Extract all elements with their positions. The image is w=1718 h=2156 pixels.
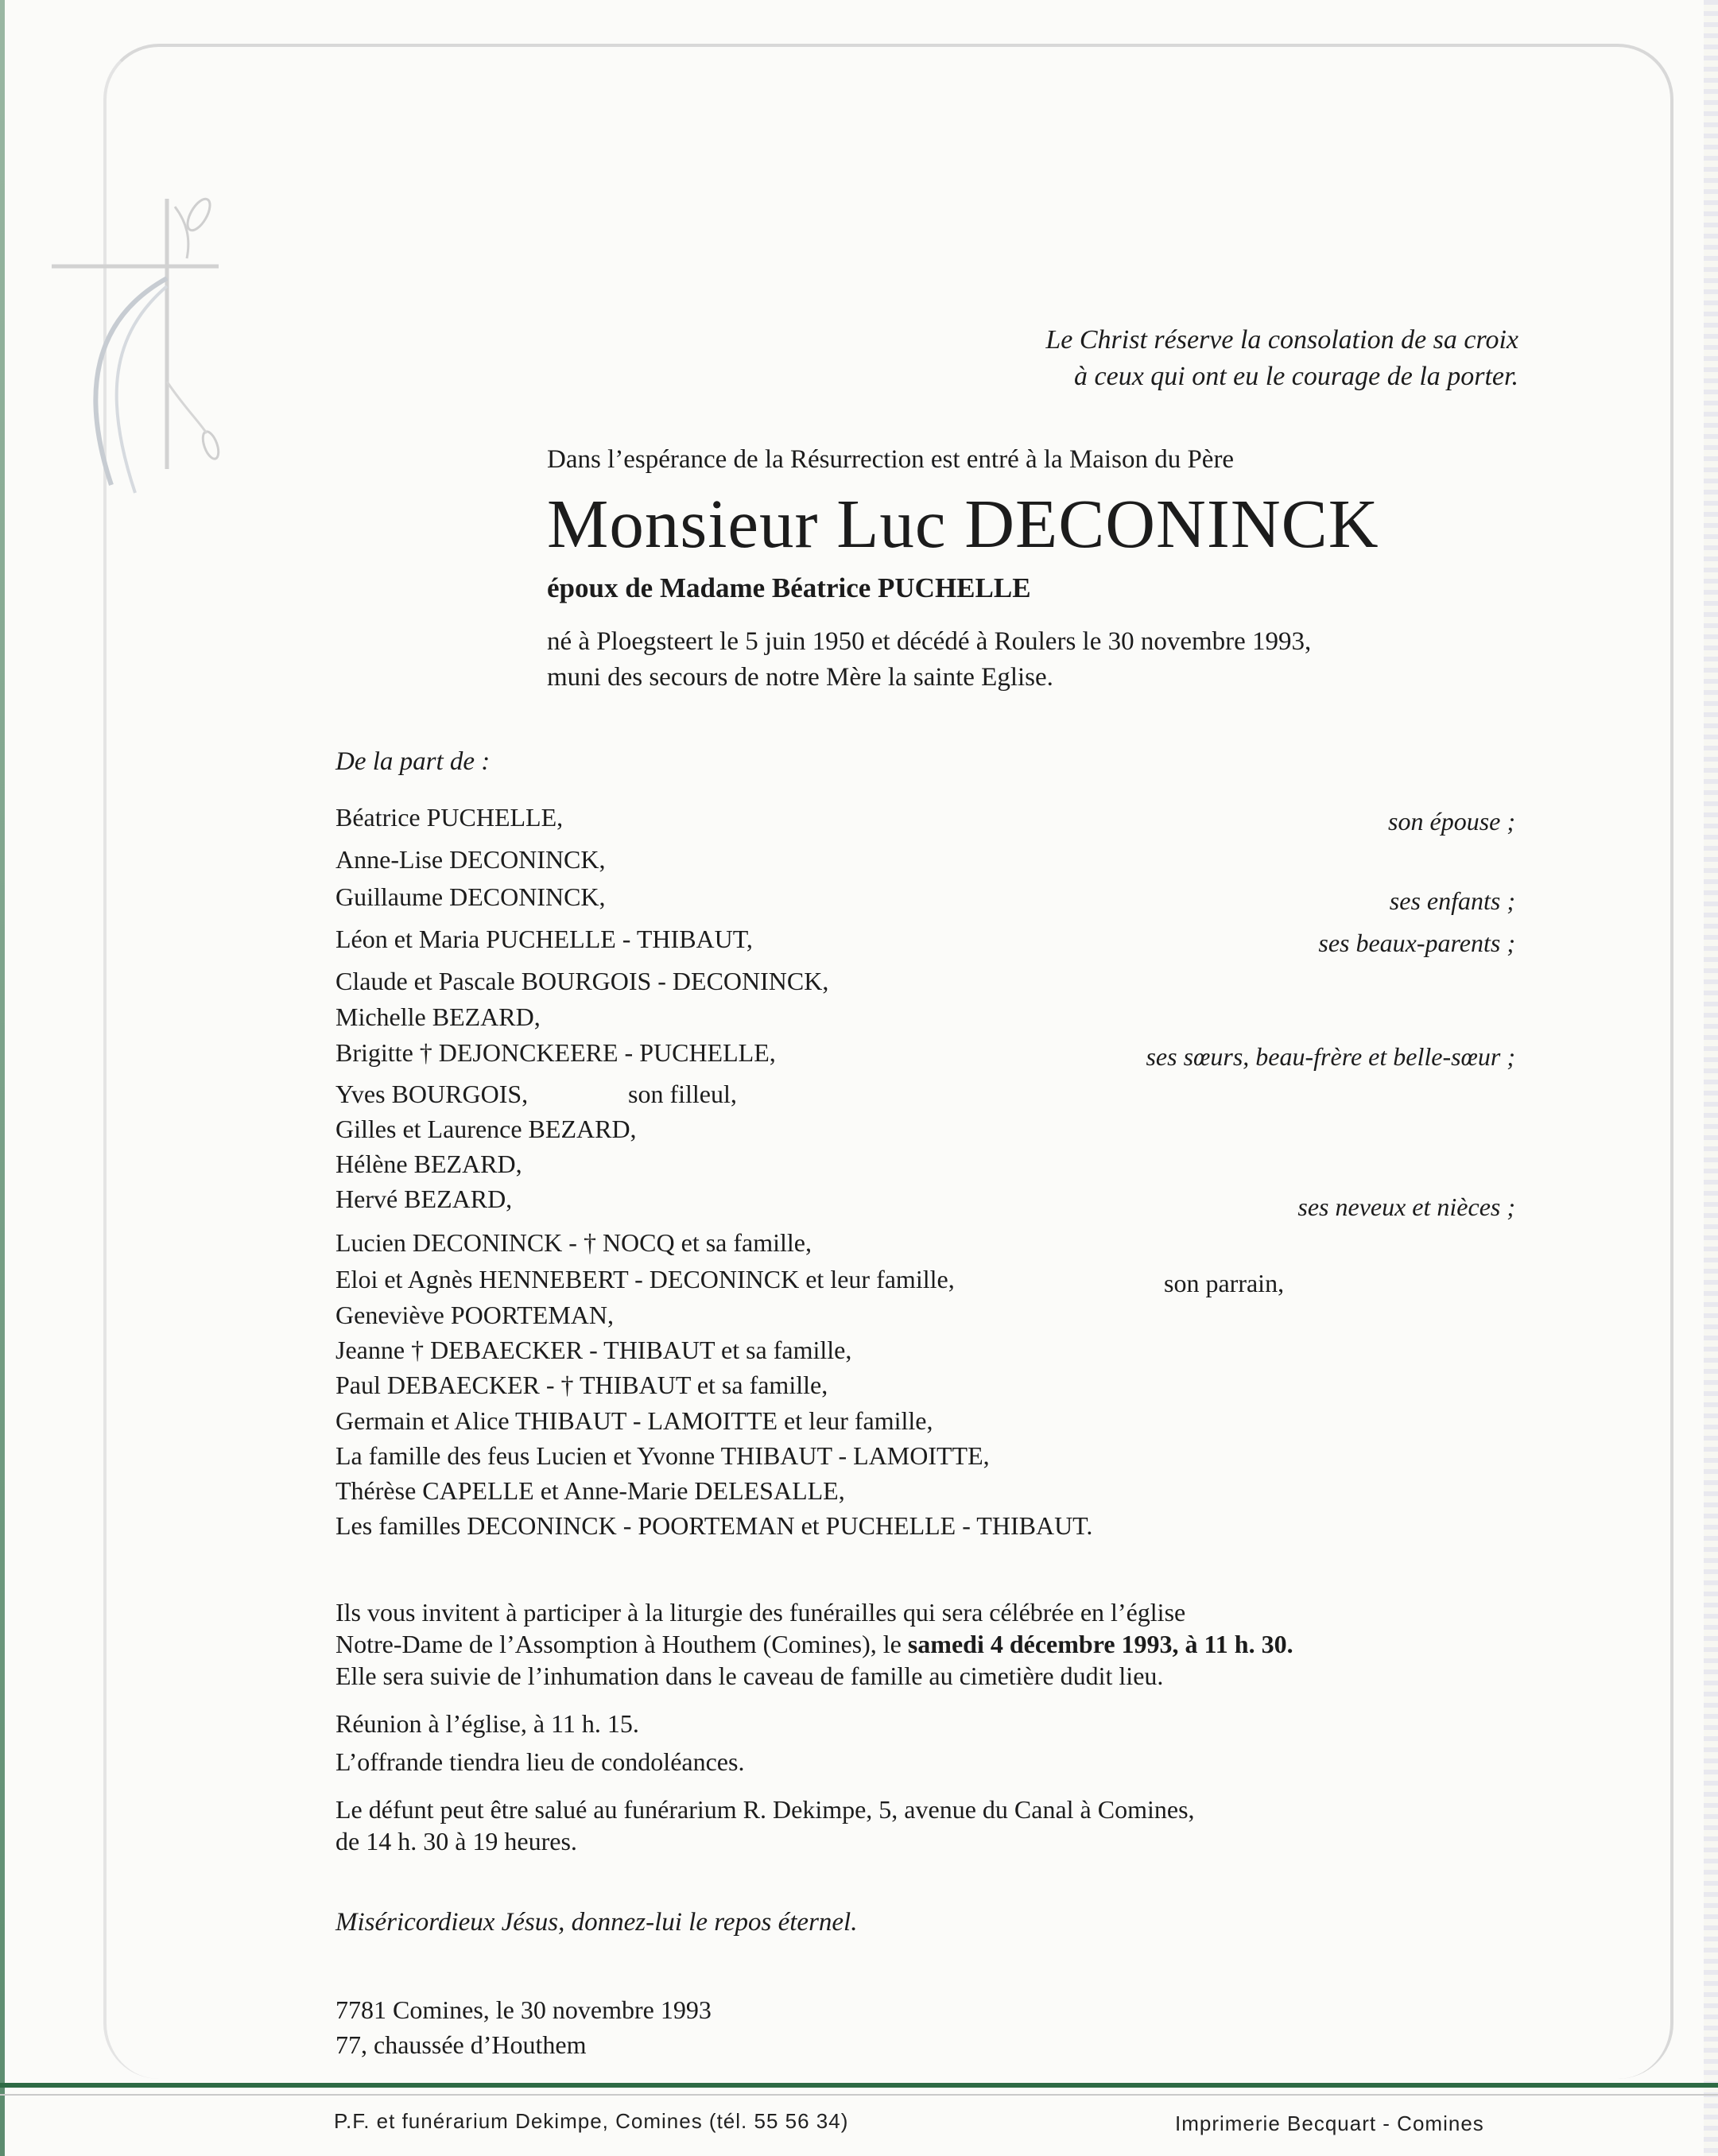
scan-right-edge	[1704, 0, 1718, 2156]
family-name: Michelle BEZARD,	[335, 1002, 541, 1031]
funeral-line-3: Elle sera suivie de l’inhumation dans le caveau de famille au cimetière dudit lieu.	[335, 1662, 1164, 1690]
family-name: Guillaume DECONINCK,	[335, 882, 606, 911]
family-name: Léon et Maria PUCHELLE - THIBAUT,	[335, 925, 753, 953]
epigraph	[914, 322, 1518, 395]
scan-left-edge	[0, 0, 5, 2156]
meeting-line: Réunion à l’église, à 11 h. 15.	[335, 1709, 639, 1738]
epigraph-line-2: à ceux qui ont eu le courage de la porter.	[1074, 362, 1518, 391]
from-label: De la part de :	[335, 747, 491, 776]
prayer: Miséricordieux Jésus, donnez-lui le repos éternel.	[335, 1908, 858, 1937]
deceased-name: Monsieur Luc DECONINCK	[547, 485, 1379, 562]
family-name: Gilles et Laurence BEZARD,	[335, 1115, 637, 1143]
family-name: Yves BOURGOIS,	[335, 1080, 529, 1108]
family-name: Anne-Lise DECONINCK,	[335, 845, 606, 874]
epigraph-line-1: Le Christ réserve la consolation de sa croix	[1045, 325, 1518, 355]
family-name: Lucien DECONINCK - † NOCQ et sa famille,	[335, 1228, 812, 1257]
viewing-line-1: Le défunt peut être salué au funérarium R. Dekimpe, 5, avenue du Canal à Comines,	[335, 1795, 1195, 1824]
family-name: Hélène BEZARD,	[335, 1150, 522, 1178]
funeral-details	[335, 1596, 1516, 1692]
family-name: Claude et Pascale BOURGOIS - DECONINCK,	[335, 967, 829, 995]
family-name: Geneviève POORTEMAN,	[335, 1301, 615, 1329]
birth-death-line-1: né à Ploegsteert le 5 juin 1950 et décédé à Roulers le 30 novembre 1993,	[547, 627, 1312, 656]
funeral-place: Notre-Dame de l’Assomption à Houthem (Comines), le	[335, 1630, 908, 1658]
birth-death-line-2: muni des secours de notre Mère la sainte Eglise.	[547, 663, 1053, 692]
viewing-line-2: de 14 h. 30 à 19 heures.	[335, 1827, 577, 1855]
family-name: Thérèse CAPELLE et Anne-Marie DELESALLE,	[335, 1476, 845, 1505]
footer-printer: Imprimerie Becquart - Comines	[1175, 2111, 1484, 2135]
address-line-1: 7781 Comines, le 30 novembre 1993	[335, 1995, 712, 2024]
family-name: Brigitte † DEJONCKEERE - PUCHELLE,	[335, 1038, 776, 1067]
family-name: La famille des feus Lucien et Yvonne THIBAUT - LAMOITTE,	[335, 1441, 990, 1470]
family-relation: ses sœurs, beau-frère et belle-sœur ;	[1146, 1042, 1515, 1071]
funeral-date: samedi 4 décembre 1993, à 11 h. 30.	[907, 1630, 1293, 1658]
family-note: son parrain,	[1164, 1269, 1285, 1297]
family-relation: ses beaux-parents ;	[1318, 929, 1515, 957]
family-name: Les familles DECONINCK - POORTEMAN et PUCHELLE - THIBAUT.	[335, 1511, 1093, 1540]
family-relation: ses enfants ;	[1389, 886, 1515, 915]
family-note: son filleul,	[628, 1080, 737, 1108]
family-name: Béatrice PUCHELLE,	[335, 803, 564, 832]
cross-wheat-icon	[48, 183, 223, 517]
intro-line: Dans l’espérance de la Résurrection est entré à la Maison du Père	[547, 445, 1235, 474]
birth-death-text	[547, 624, 1501, 696]
family-name: Germain et Alice THIBAUT - LAMOITTE et leur famille,	[335, 1406, 933, 1435]
address-block	[335, 1992, 712, 2062]
spouse-line: époux de Madame Béatrice PUCHELLE	[547, 572, 1031, 603]
family-name: Hervé BEZARD,	[335, 1185, 513, 1213]
family-relation: son épouse ;	[1388, 807, 1515, 836]
family-name: Paul DEBAECKER - † THIBAUT et sa famille,	[335, 1371, 828, 1399]
footer-band	[0, 2083, 1718, 2088]
funeral-line-2	[335, 1628, 1516, 1660]
offering-line: L’offrande tiendra lieu de condoléances.	[335, 1747, 745, 1776]
family-name: Jeanne † DEBAECKER - THIBAUT et sa famille,	[335, 1336, 852, 1364]
family-relation: ses neveux et nièces ;	[1297, 1192, 1515, 1221]
footer-divider	[0, 2094, 1718, 2096]
footer-funeral-home: P.F. et funérarium Dekimpe, Comines (tél. 55 56 34)	[334, 2109, 849, 2133]
family-name: Eloi et Agnès HENNEBERT - DECONINCK et leur famille,	[335, 1265, 955, 1293]
funeral-line-1: Ils vous invitent à participer à la liturgie des funérailles qui sera célébrée en l’église	[335, 1598, 1186, 1627]
address-line-2: 77, chaussée d’Houthem	[335, 2030, 587, 2059]
